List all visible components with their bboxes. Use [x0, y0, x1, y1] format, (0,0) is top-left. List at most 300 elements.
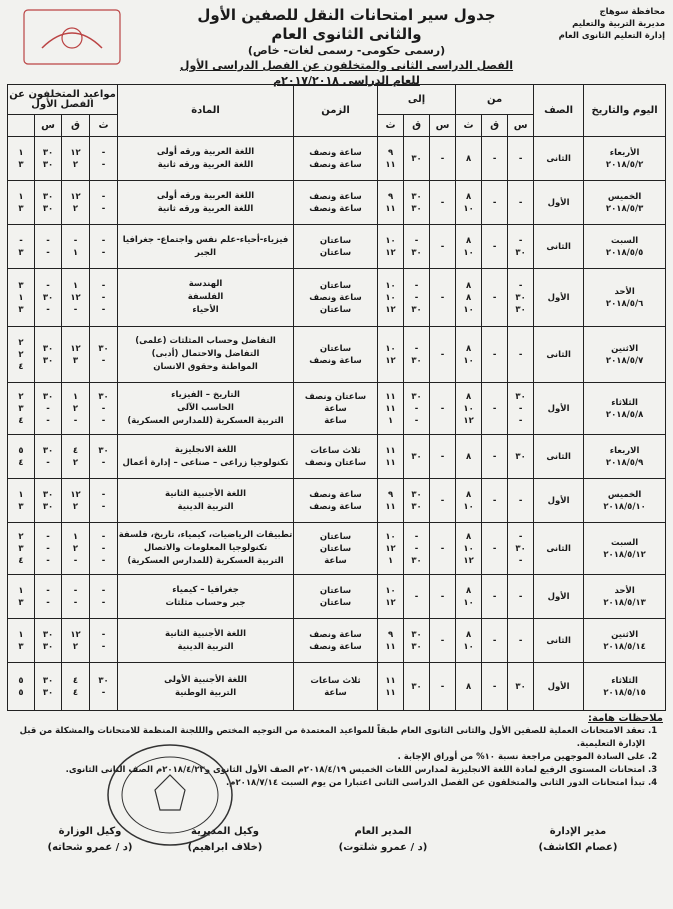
cell-line: - — [101, 531, 106, 542]
cell-line: - — [440, 403, 445, 414]
cell-line: جبر وحساب مثلثات — [165, 597, 246, 608]
cell-line: - — [440, 591, 445, 602]
signature-deputy-directorate — [170, 824, 280, 856]
day-cell: الاثنين ٢٠١٨/٥/٧ — [584, 327, 666, 383]
cell-line: - — [440, 635, 445, 646]
cell-line: التربية الدينية — [177, 641, 234, 652]
col-abs-q: ق — [62, 115, 90, 137]
to-q-cell — [404, 575, 430, 619]
cell-line: ٣٠ — [42, 159, 54, 170]
cell-line: ٣٠ — [42, 191, 54, 202]
cell-line: ساعتان — [319, 247, 352, 258]
cell-line: ٣٠ — [411, 555, 422, 566]
cell-line: - — [101, 203, 106, 214]
cell-line: ١٠ — [463, 641, 474, 652]
cell-line: ٣٠ — [515, 681, 526, 692]
from-q-cell — [482, 225, 508, 269]
cell-line: الهندسة — [188, 279, 223, 289]
to-s-cell — [378, 575, 404, 619]
cell-line: ٣ — [18, 203, 24, 214]
cell-line: ١ — [72, 280, 79, 291]
note-item: 3. امتحانات المستوى الرفيع لمادة اللغة الانجليزية لمدارس اللغات الخميس ٢٠١٨/٤/١٩م الصف الأول الثانوى و٢٠١٨/٤/٢٣م الصف الثانى الثانوى. — [10, 764, 645, 777]
cell-line: - — [46, 415, 50, 426]
signature-name: (عصام الكاشف) — [538, 842, 618, 853]
cell-line: ٥ — [18, 687, 24, 698]
col-to-h: ث — [378, 115, 404, 137]
cell-line: ١٠ — [385, 531, 396, 542]
abs-q-cell — [35, 575, 62, 619]
col-from-h: ث — [456, 115, 482, 137]
cell-line: ٩ — [387, 629, 394, 640]
cell-line: ٣٠ — [515, 391, 526, 402]
from-h-cell — [508, 383, 534, 435]
from-s-cell — [456, 663, 482, 711]
cell-line: ٣ — [72, 355, 79, 366]
cell-line: - — [101, 543, 106, 554]
grade-cell: الثانى — [534, 225, 584, 269]
table-row — [8, 269, 666, 327]
cell-line: - — [46, 235, 50, 246]
cell-line: ٣٠ — [411, 191, 422, 202]
cell-line: ١١ — [385, 501, 396, 512]
cell-line: ٢ — [72, 543, 79, 554]
cell-line: ٢ — [18, 349, 24, 360]
cell-line: - — [19, 235, 23, 246]
cell-line: التربية العسكرية (للمدارس العسكرية) — [127, 556, 284, 566]
cell-line: ٢ — [18, 531, 24, 542]
abs-s-cell — [8, 575, 35, 619]
subject-cell — [118, 575, 294, 619]
cell-line: - — [518, 591, 523, 602]
ministry-header — [510, 6, 665, 42]
cell-line: - — [518, 349, 523, 360]
cell-line: - — [414, 292, 419, 303]
col-to: إلى — [378, 85, 456, 115]
cell-line: ٣٠ — [42, 203, 54, 214]
cell-line: ٤ — [72, 687, 79, 698]
cell-line: ١٢ — [70, 629, 81, 640]
abs-s-cell — [8, 225, 35, 269]
cell-line: ٣ — [18, 543, 24, 554]
subject-cell — [118, 327, 294, 383]
subject-cell — [118, 435, 294, 479]
from-h-cell — [508, 225, 534, 269]
cell-line: - — [440, 451, 445, 462]
to-h-cell — [430, 137, 456, 181]
cell-line: - — [46, 585, 50, 596]
cell-line: - — [492, 153, 497, 164]
cell-line: - — [518, 555, 523, 566]
from-q-cell — [482, 523, 508, 575]
cell-line: - — [101, 247, 106, 258]
cell-line: - — [414, 591, 419, 602]
cell-line: ٨ — [465, 585, 472, 596]
abs-s-cell — [8, 181, 35, 225]
abs-s-cell — [8, 383, 35, 435]
cell-line: ٣٠ — [411, 501, 422, 512]
signature-name: (د / عمرو شلتوت) — [338, 842, 428, 853]
cell-line: - — [492, 197, 497, 208]
cell-line: ساعة ونصف — [309, 159, 362, 170]
cell-line: ساعتان — [319, 235, 352, 246]
cell-line: ٣ — [18, 280, 24, 291]
cell-line: ٤ — [18, 555, 24, 566]
directorate: مديرية التربية والتعليم — [572, 19, 665, 29]
cell-line: - — [101, 555, 106, 566]
cell-line: ٣ — [18, 159, 24, 170]
col-from-q: ق — [482, 115, 508, 137]
cell-line: - — [440, 495, 445, 506]
abs-q-cell — [35, 619, 62, 663]
cell-line: ٤ — [18, 457, 24, 468]
cell-line: ١٠ — [463, 304, 474, 315]
cell-line: الأحياء — [192, 305, 219, 315]
cell-line: - — [46, 403, 50, 414]
cell-line: ١ — [72, 531, 79, 542]
cell-line: ٣٠ — [42, 629, 54, 640]
cell-line: ساعتان — [319, 585, 352, 596]
cell-line: ٣٠ — [411, 681, 422, 692]
cell-line: ساعة ونصف — [309, 191, 362, 202]
cell-line: تطبيقات الرياضيات، كيمياء، تاريخ، فلسفة — [118, 530, 293, 540]
cell-line: - — [492, 241, 497, 252]
cell-line: - — [101, 147, 106, 158]
table-row — [8, 327, 666, 383]
cell-line: ٣٠ — [42, 501, 54, 512]
cell-line: ثلاث ساعات — [310, 675, 361, 686]
from-q-cell — [482, 663, 508, 711]
col-day: اليوم والتاريخ — [584, 85, 666, 137]
cell-line: ٨ — [465, 489, 472, 500]
signature-name: (د / عمرو شحاته) — [47, 842, 133, 853]
cell-line: - — [492, 292, 497, 303]
cell-line: ساعة ونصف — [309, 641, 362, 652]
subject-cell — [118, 269, 294, 327]
cell-line: ٣٠ — [411, 489, 422, 500]
cell-line: فيزياء-أحياء-علم نفس واجتماع- جغرافيا — [122, 234, 289, 245]
table-row — [8, 663, 666, 711]
cell-line: ٢ — [72, 159, 79, 170]
cell-line: - — [518, 153, 523, 164]
duration-cell — [294, 575, 378, 619]
cell-line: ٤ — [18, 415, 24, 426]
duration-cell — [294, 181, 378, 225]
cell-line: - — [101, 403, 106, 414]
from-s-cell — [456, 479, 482, 523]
abs-h-cell — [62, 523, 90, 575]
cell-line: - — [518, 235, 523, 246]
cell-line: ساعتان — [319, 304, 352, 315]
cell-line: - — [440, 681, 445, 692]
cell-line: التفاضل وحساب المثلثات (علمى) — [135, 336, 276, 346]
cell-line: ٣٠ — [42, 355, 54, 366]
cell-line: ١ — [18, 191, 24, 202]
day-cell: الخميس ٢٠١٨/٥/١٠ — [584, 479, 666, 523]
cell-line: ساعتان — [319, 597, 352, 608]
duration-cell — [294, 435, 378, 479]
cell-line: - — [414, 543, 419, 554]
cell-line: ١٠ — [463, 501, 474, 512]
cell-line: ١٠ — [463, 203, 474, 214]
cell-line: اللغة العربية ورقه أولى — [156, 190, 255, 201]
cell-line: ساعة ونصف — [309, 147, 362, 158]
cell-line: اللغة الأجنبية الثانية — [165, 628, 247, 639]
cell-line: ٨ — [465, 451, 472, 462]
from-h-cell — [508, 435, 534, 479]
cell-line: ٣٠ — [42, 641, 54, 652]
cell-line: - — [101, 304, 106, 315]
cell-line: التاريخ – الفيزياء — [171, 390, 240, 400]
cell-line: - — [73, 585, 78, 596]
from-s-cell — [456, 523, 482, 575]
cell-line: - — [440, 292, 445, 303]
cell-line: - — [73, 597, 78, 608]
abs-q-cell — [35, 523, 62, 575]
day-cell: الأحد ٢٠١٨/٥/١٣ — [584, 575, 666, 619]
to-s-cell — [378, 225, 404, 269]
cell-line: ١٢ — [70, 292, 81, 303]
abs-s-cell — [8, 619, 35, 663]
cell-line: ٨ — [465, 531, 472, 542]
from-q-cell — [482, 619, 508, 663]
abs-q-cell — [35, 435, 62, 479]
cell-line: ٢ — [72, 403, 79, 414]
abs-h-cell — [62, 225, 90, 269]
cell-line: - — [414, 403, 419, 414]
cell-line: - — [414, 235, 419, 246]
table-row — [8, 383, 666, 435]
cell-line: - — [518, 495, 523, 506]
cell-line: - — [101, 191, 106, 202]
cell-line: ١ — [18, 489, 24, 500]
from-s-cell — [456, 575, 482, 619]
signature-deputy-ministry — [30, 824, 150, 856]
semester-line: الفصل الدراسى الثانى والمتخلفون عن الفصل الدراسى الأول للعام الدراسى ٢٠١٧/٢٠١٨م — [179, 59, 514, 87]
to-s-cell — [378, 435, 404, 479]
cell-line: ساعة — [324, 403, 347, 414]
cell-line: - — [518, 635, 523, 646]
abs-x-cell — [90, 663, 118, 711]
from-s-cell — [456, 435, 482, 479]
abs-q-cell — [35, 269, 62, 327]
cell-line: - — [492, 403, 497, 414]
cell-line: ١ — [387, 415, 394, 426]
to-q-cell — [404, 137, 430, 181]
abs-h-cell — [62, 619, 90, 663]
abs-h-cell — [62, 181, 90, 225]
cell-line: ١ — [18, 585, 24, 596]
cell-line: - — [73, 555, 78, 566]
from-h-cell — [508, 575, 534, 619]
from-h-cell — [508, 523, 534, 575]
cell-line: ١ — [72, 247, 79, 258]
day-cell: الخميس ٢٠١٨/٥/٣ — [584, 181, 666, 225]
to-q-cell — [404, 479, 430, 523]
cell-line: ١ — [387, 555, 394, 566]
cell-line: - — [73, 415, 78, 426]
from-h-cell — [508, 327, 534, 383]
cell-line: ١٠ — [463, 247, 474, 258]
cell-line: ١٢ — [385, 543, 396, 554]
abs-h-cell — [62, 269, 90, 327]
from-s-cell — [456, 225, 482, 269]
cell-line: - — [518, 531, 523, 542]
cell-line: ٨ — [465, 343, 472, 354]
cell-line: ٣٠ — [411, 451, 422, 462]
cell-line: ١٠ — [385, 292, 396, 303]
cell-line: ٣٠ — [411, 355, 422, 366]
cell-line: - — [440, 543, 445, 554]
document-title-block — [170, 6, 523, 88]
abs-q-cell — [35, 479, 62, 523]
to-h-cell — [430, 181, 456, 225]
abs-s-cell — [8, 479, 35, 523]
grade-cell: الأول — [534, 575, 584, 619]
abs-h-cell — [62, 479, 90, 523]
cell-line: المواطنة وحقوق الانسان — [153, 362, 258, 372]
cell-line: ساعة — [324, 687, 347, 698]
cell-line: ٣ — [18, 641, 24, 652]
cell-line: ٣٠ — [411, 304, 422, 315]
cell-line: - — [101, 585, 106, 596]
schedule-body — [8, 137, 666, 711]
cell-line: - — [101, 489, 106, 500]
to-s-cell — [378, 327, 404, 383]
subject-cell — [118, 523, 294, 575]
cell-line: ٥ — [18, 445, 24, 456]
cell-line: ١ — [72, 391, 79, 402]
cell-line: - — [414, 415, 419, 426]
to-h-cell — [430, 575, 456, 619]
note-item: 1. تعقد الامتحانات العملية للصفين الأول والثانى الثانوى العام طبقاً للمواعيد المعتمدة من التوجيه المختص والللجنة المنظمة للامتحانات والمشكلة من قبل الإدارة التعليمية. — [10, 725, 645, 751]
cell-line: ٣ — [18, 597, 24, 608]
cell-line: - — [414, 280, 419, 291]
to-q-cell — [404, 327, 430, 383]
cell-line: ١٠ — [463, 403, 474, 414]
table-row — [8, 575, 666, 619]
cell-line: جغرافيا – كيمياء — [172, 584, 239, 595]
abs-h-cell — [62, 435, 90, 479]
cell-line: ٨ — [465, 629, 472, 640]
duration-cell — [294, 327, 378, 383]
cell-line: ساعة ونصف — [309, 292, 362, 303]
col-abs-x — [8, 115, 35, 137]
cell-line: ساعة — [324, 555, 347, 566]
abs-x-cell — [90, 269, 118, 327]
day-cell: الأحد ٢٠١٨/٥/٦ — [584, 269, 666, 327]
cell-line: - — [101, 501, 106, 512]
cell-line: ٣٠ — [515, 292, 526, 303]
cell-line: ٣ — [18, 501, 24, 512]
cell-line: ٣٠ — [411, 153, 422, 164]
cell-line: ١٢ — [385, 247, 396, 258]
cell-line: ١١ — [385, 203, 396, 214]
cell-line: ١٢ — [70, 343, 81, 354]
cell-line: ٣٠ — [515, 304, 526, 315]
grade-cell: الثانى — [534, 619, 584, 663]
day-cell: السبت ٢٠١٨/٥/٥ — [584, 225, 666, 269]
signature-role: وكيل المديرية — [191, 826, 259, 837]
cell-line: ٣٠ — [42, 343, 54, 354]
cell-line: اللغة العربية ورقه ثانية — [157, 159, 254, 170]
cell-line: ثلاث ساعات — [310, 445, 361, 456]
cell-line: ٢ — [18, 391, 24, 402]
to-q-cell — [404, 619, 430, 663]
cell-line: - — [440, 153, 445, 164]
cell-line: - — [73, 304, 78, 315]
cell-line: ٣٠ — [42, 687, 54, 698]
abs-x-cell — [90, 225, 118, 269]
cell-line: ساعتان — [319, 531, 352, 542]
from-h-cell — [508, 181, 534, 225]
cell-line: - — [101, 457, 106, 468]
cell-line: - — [46, 247, 50, 258]
cell-line: - — [101, 641, 106, 652]
col-absentees: مواعيد المتخلفون عن الفصل الأول — [8, 85, 118, 115]
to-h-cell — [430, 663, 456, 711]
cell-line: - — [518, 415, 523, 426]
cell-line: ٣٠ — [411, 247, 422, 258]
grade-cell: الثانى — [534, 435, 584, 479]
subject-cell — [118, 663, 294, 711]
cell-line: ٥ — [18, 675, 24, 686]
cell-line: ٣٠ — [42, 391, 54, 402]
cell-line: ١٠ — [463, 543, 474, 554]
cell-line: ٣٠ — [515, 543, 526, 554]
cell-line: ١٠ — [385, 585, 396, 596]
cell-line: - — [101, 687, 106, 698]
cell-line: ٤ — [18, 361, 24, 372]
from-q-cell — [482, 327, 508, 383]
grade-cell: الثانى — [534, 327, 584, 383]
cell-line: ١٢ — [385, 355, 396, 366]
to-q-cell — [404, 663, 430, 711]
from-s-cell — [456, 181, 482, 225]
cell-line: ٤ — [72, 445, 79, 456]
col-from-s: س — [508, 115, 534, 137]
from-s-cell — [456, 383, 482, 435]
cell-line: ساعتان ونصف — [304, 391, 367, 402]
from-q-cell — [482, 181, 508, 225]
cell-line: ٨ — [465, 235, 472, 246]
to-q-cell — [404, 181, 430, 225]
cell-line: - — [414, 343, 419, 354]
cell-line: ٨ — [465, 391, 472, 402]
cell-line: ساعتان ونصف — [304, 457, 367, 468]
grade-cell: الأول — [534, 269, 584, 327]
abs-q-cell — [35, 383, 62, 435]
subject-cell — [118, 181, 294, 225]
cell-line: ساعتان — [319, 343, 352, 354]
table-row — [8, 225, 666, 269]
cell-line: - — [101, 159, 106, 170]
cell-line: اللغة العربية ورقه أولى — [156, 146, 255, 157]
note-item: 2. على السادة الموجهين مراجعة نسبة ١٠% من أوراق الإجابة . — [10, 751, 645, 764]
schedule-table — [7, 84, 666, 711]
col-to-s: س — [430, 115, 456, 137]
table-row — [8, 523, 666, 575]
cell-line: ١١ — [385, 675, 396, 686]
abs-s-cell — [8, 269, 35, 327]
cell-line: ٣٠ — [98, 675, 109, 686]
cell-line: ساعة ونصف — [309, 203, 362, 214]
cell-line: التربية الدينية — [177, 501, 234, 512]
day-cell: الثلاثاء ٢٠١٨/٥/٨ — [584, 383, 666, 435]
abs-x-cell — [90, 479, 118, 523]
cell-line: ١١ — [385, 687, 396, 698]
to-s-cell — [378, 523, 404, 575]
cell-line: الفلسفة — [187, 292, 224, 302]
